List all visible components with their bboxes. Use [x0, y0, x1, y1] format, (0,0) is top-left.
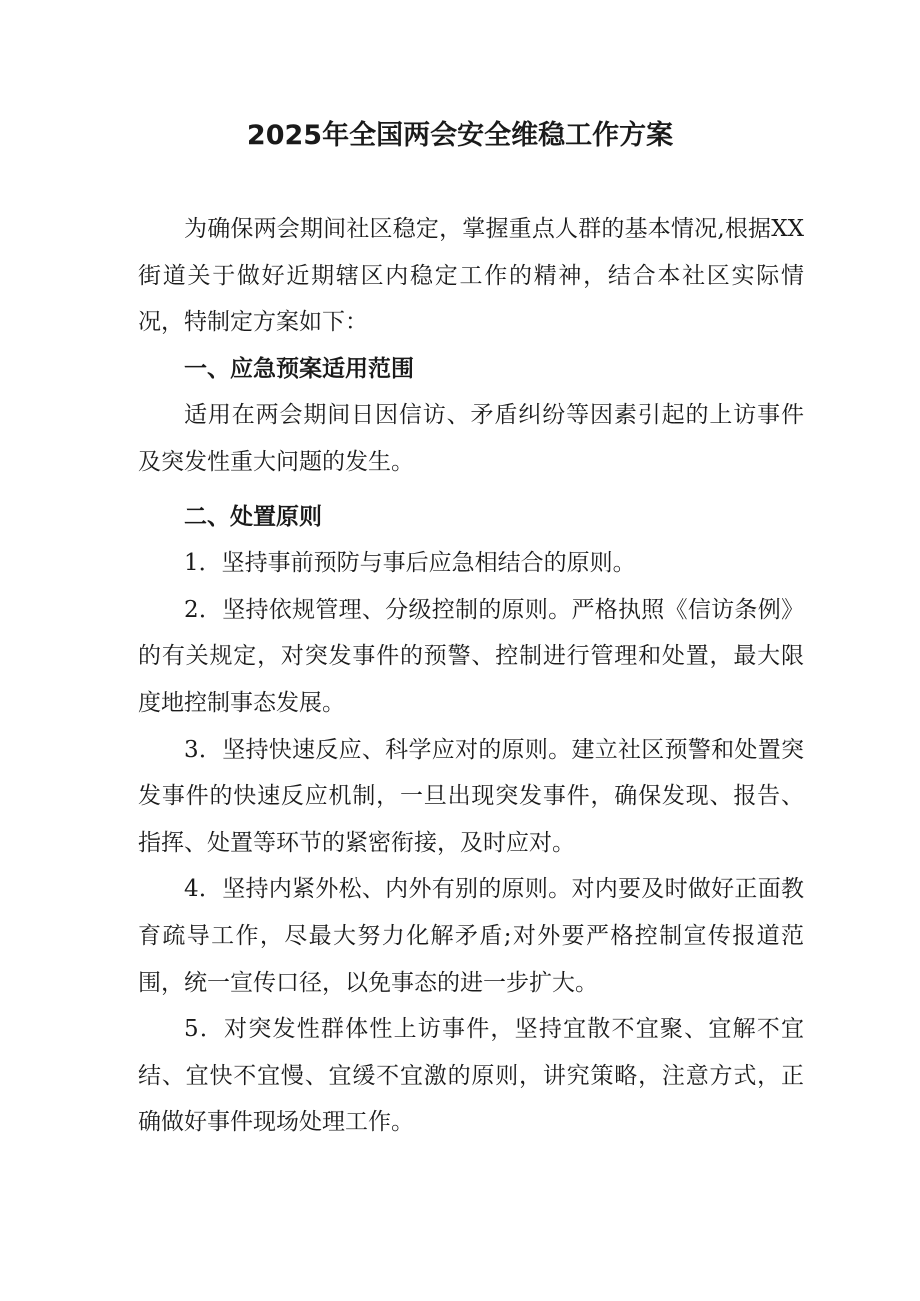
principle-item-4: 4．坚持内紧外松、内外有别的原则。对内要及时做好正面教育疏导工作，尽最大努力化解矛盾;对外要严格控制宣传报道范围，统一宣传口径，以免事态的进一步扩大。	[138, 876, 804, 996]
principle-item-1: 1．坚持事前预防与事后应急相结合的原则。	[184, 550, 636, 577]
principle-item-5: 5．对突发性群体性上访事件，坚持宜散不宜聚、宜解不宜结、宜快不宜慢、宜缓不宜激的原则，讲究策略，注意方式，正确做好事件现场处理工作。	[138, 1016, 804, 1136]
intro-paragraph: 为确保两会期间社区稳定，掌握重点人群的基本情况,根据XX街道关于做好近期辖区内稳定工作的精神，结合本社区实际情况，特制定方案如下：	[138, 216, 804, 336]
principle-item-2: 2．坚持依规管理、分级控制的原则。严格执照《信访条例》的有关规定，对突发事件的预警、控制进行管理和处置，最大限度地控制事态发展。	[138, 596, 804, 716]
document-body	[138, 206, 804, 1146]
section-1-heading: 一、应急预案适用范围	[184, 355, 414, 382]
section-1-paragraph: 适用在两会期间日因信访、矛盾纠纷等因素引起的上访事件及突发性重大问题的发生。	[138, 402, 804, 475]
section-2-heading: 二、处置原则	[184, 503, 322, 530]
principle-item-3: 3．坚持快速反应、科学应对的原则。建立社区预警和处置突发事件的快速反应机制，一旦出现突发事件，确保发现、报告、指挥、处置等环节的紧密衔接，及时应对。	[138, 736, 804, 856]
document-title: 2025年全国两会安全维稳工作方案	[246, 120, 674, 151]
section-gap	[138, 486, 804, 494]
